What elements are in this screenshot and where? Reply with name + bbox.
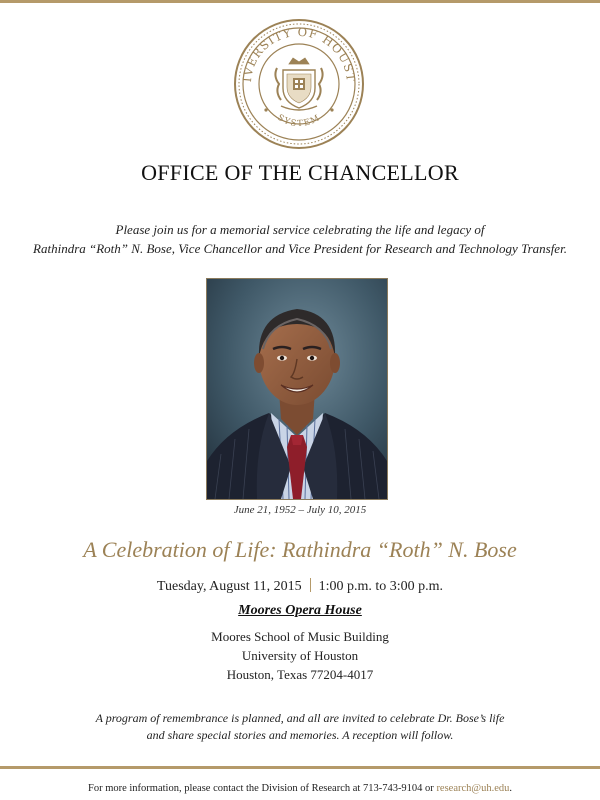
address-line-2: University of Houston <box>241 648 359 663</box>
address-line-1: Moores School of Music Building <box>211 629 389 644</box>
address-line-3: Houston, Texas 77204-4017 <box>226 667 374 682</box>
portrait-photo <box>206 278 388 500</box>
program-line-2: and share special stories and memories. A reception will follow. <box>146 728 454 742</box>
program-note <box>0 710 600 744</box>
invitation-line-1: Please join us for a memorial service celebrating the life and legacy of <box>115 222 485 237</box>
footer-end: . <box>509 783 512 794</box>
seal-bottom-text: SYSTEM <box>275 112 323 130</box>
celebration-title: A Celebration of Life: Rathindra “Roth” N. Bose <box>83 537 517 562</box>
footer-text: For more information, please contact the Division of Research at 713-743-9104 or <box>87 783 437 794</box>
seal-ring-text: IVERSITY OF HOUST <box>239 24 359 84</box>
event-date-time <box>0 578 600 595</box>
top-rule <box>0 0 600 3</box>
footer-contact <box>0 783 600 794</box>
date-time-divider <box>310 578 311 592</box>
event-time: 1:00 p.m. to 3:00 p.m. <box>318 579 444 594</box>
life-dates: June 21, 1952 – July 10, 2015 <box>233 504 367 516</box>
invitation-text <box>0 220 600 258</box>
bottom-rule <box>0 766 600 769</box>
event-date: Tuesday, August 11, 2015 <box>156 579 302 594</box>
program-line-1: A program of remembrance is planned, and all are invited to celebrate Dr. Bose’s life <box>95 711 505 725</box>
venue-address <box>0 627 600 684</box>
university-seal-logo <box>233 18 365 150</box>
invitation-line-2: Rathindra “Roth” N. Bose, Vice Chancellor and Vice President for Research and Technology Transfer. <box>33 241 567 256</box>
contact-email-link[interactable]: research@uh.edu <box>436 783 510 794</box>
office-title: OFFICE OF THE CHANCELLOR <box>141 160 459 185</box>
venue-name: Moores Opera House <box>238 603 362 618</box>
